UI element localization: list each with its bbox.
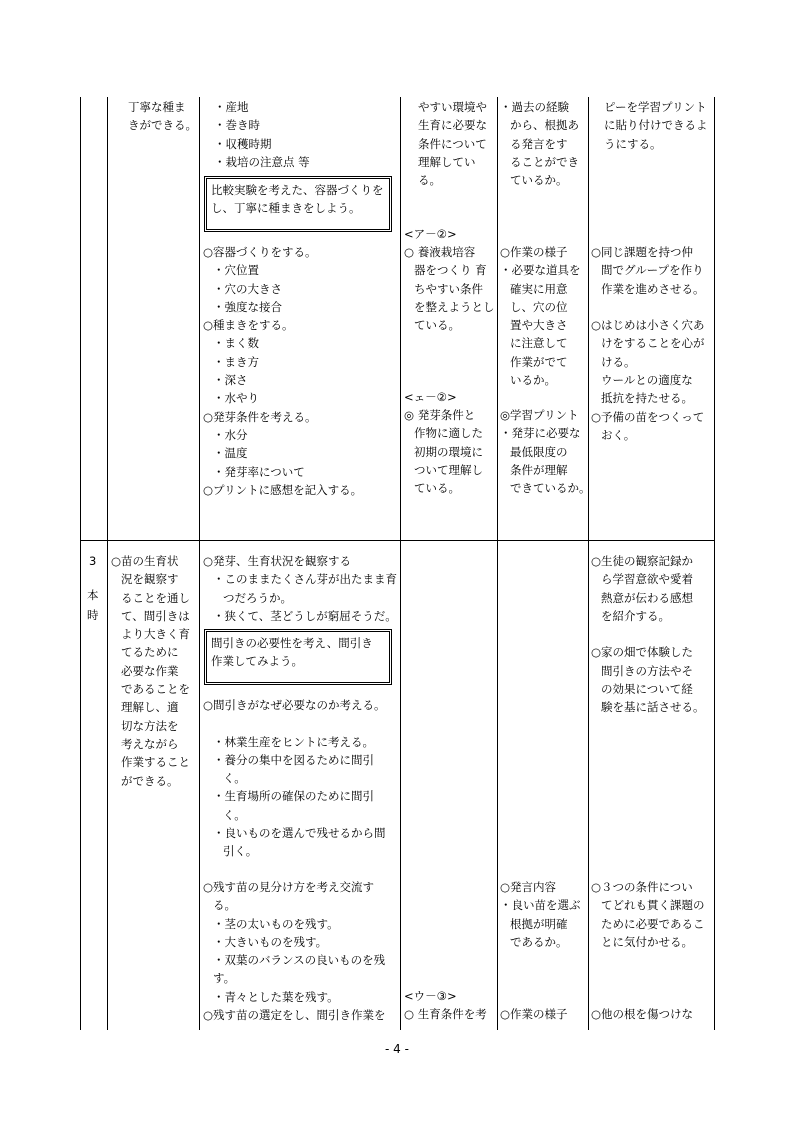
aim-line: きができる。 bbox=[128, 118, 197, 133]
aim-line: て、間引きは bbox=[121, 608, 190, 623]
activity-line: く。 bbox=[223, 771, 246, 786]
method-line: ・過去の経験 bbox=[500, 100, 569, 114]
method-line: し、穴の位 bbox=[510, 299, 568, 314]
support-line: ら学習意欲や愛着 bbox=[601, 572, 693, 587]
eval-line: ている。 bbox=[414, 318, 460, 333]
activity-line: ・収穫時期 bbox=[214, 136, 272, 151]
eval-line: ついて理解し bbox=[414, 462, 483, 477]
task-box-line: 間引きの必要性を考え、間引き bbox=[211, 636, 373, 650]
aim-line: 作業すること bbox=[121, 755, 190, 770]
method-line: ることができ bbox=[510, 154, 579, 169]
aim-line: であることを bbox=[121, 682, 190, 697]
aim-line: 況を観察す bbox=[121, 572, 179, 587]
period-number: 3 bbox=[89, 554, 97, 568]
aim-line: ○苗の生育状 bbox=[111, 554, 179, 568]
eval-line: ○ 養液栽培容 bbox=[404, 245, 476, 259]
support-line: 作業を進めさせる。 bbox=[601, 281, 705, 296]
activity-line: ○発芽、生育状況を観察する bbox=[203, 554, 352, 568]
period-label: 時 bbox=[87, 608, 99, 622]
row2-activity-mid bbox=[203, 243, 362, 499]
method-line: ○作業の様子 bbox=[500, 1007, 568, 1021]
method-line: ○発言内容 bbox=[500, 880, 557, 894]
activity-line: ・良いものを選んで残せるから間 bbox=[213, 826, 386, 841]
activity-line: ○残す苗の選定をし、間引き作業を bbox=[203, 1008, 386, 1023]
activity-line: く。 bbox=[223, 807, 246, 822]
activity-line: ・狭くて、茎どうしが窮屈そうだ。 bbox=[213, 608, 397, 623]
activity-line: ○プリントに感想を記入する。 bbox=[203, 482, 363, 497]
eval-tag: <ェ－②> bbox=[404, 390, 457, 404]
support-line: 間でグループを作り bbox=[601, 263, 704, 278]
support-line: を紹介する。 bbox=[601, 608, 670, 623]
aim-line: 理解し、適 bbox=[121, 700, 179, 715]
activity-line: ○残す苗の見分け方を考え交流す bbox=[203, 880, 375, 894]
activity-line: ○間引きがなぜ必要なのか考える。 bbox=[203, 698, 386, 712]
activity-line: つだろうか。 bbox=[223, 590, 292, 605]
aim-line: 必要な作業 bbox=[121, 663, 179, 678]
support-line: 験を基に話させる。 bbox=[601, 700, 705, 715]
activity-line: ・水分 bbox=[213, 427, 248, 442]
support-line: ピーを学習プリント bbox=[604, 100, 707, 114]
row2-eval-top bbox=[418, 98, 487, 189]
method-line: ているか。 bbox=[510, 173, 568, 188]
row2-method-top bbox=[500, 98, 579, 189]
row3-support-top bbox=[591, 552, 705, 717]
column-divider-4 bbox=[497, 97, 498, 1030]
method-line: ○作業の様子 bbox=[500, 245, 568, 259]
activity-line: る。 bbox=[213, 898, 236, 913]
aim-line: 考えながら bbox=[121, 736, 179, 751]
row3-support-mid bbox=[591, 878, 705, 951]
eval-line: ている。 bbox=[414, 481, 460, 496]
table-border-right bbox=[714, 97, 715, 1030]
support-line: てどれも貫く課題の bbox=[601, 898, 705, 913]
row2-method-mid bbox=[500, 243, 581, 389]
aim-line: 丁寧な種ま bbox=[128, 100, 186, 114]
activity-line: 引く。 bbox=[223, 844, 258, 859]
column-divider-3 bbox=[400, 97, 401, 1030]
row2-support-mid bbox=[591, 243, 705, 444]
activity-line: ・林業生産をヒントに考える。 bbox=[213, 734, 374, 749]
eval-line: ちやすい条件 bbox=[414, 281, 483, 296]
eval-line: 器をつくり 育 bbox=[414, 263, 487, 278]
method-line: 置や大きさ bbox=[510, 318, 568, 333]
activity-line bbox=[203, 714, 386, 732]
column-divider-2 bbox=[199, 97, 200, 1030]
method-line: ◎学習プリント bbox=[500, 408, 579, 422]
activity-line: ・穴の大きさ bbox=[213, 281, 282, 296]
eval-line: 作物に適した bbox=[414, 426, 483, 441]
column-divider-1 bbox=[107, 97, 108, 1030]
row2-aim bbox=[128, 98, 197, 135]
support-line: おく。 bbox=[601, 427, 636, 442]
support-line: ウールとの適度な bbox=[601, 373, 693, 388]
row3-method-mid bbox=[500, 878, 581, 951]
task-box-line: し、丁寧に種まきをしよう。 bbox=[211, 201, 361, 216]
activity-line: ・養分の集中を図るために間引 bbox=[213, 752, 374, 767]
row-divider bbox=[80, 540, 714, 541]
support-line: ○３つの条件につい bbox=[591, 880, 693, 894]
row2-support-top bbox=[604, 98, 708, 153]
activity-line: ○発芽条件を考える。 bbox=[203, 409, 317, 424]
support-line: 抵抗を持たせる。 bbox=[601, 391, 693, 406]
activity-line: ・生育場所の確保のために間引 bbox=[213, 789, 374, 804]
eval-line: やすい環境や bbox=[418, 100, 487, 114]
method-line: ・発芽に必要な bbox=[500, 426, 581, 441]
row2-activity-top bbox=[214, 98, 310, 171]
support-line bbox=[591, 298, 705, 316]
support-line: ○他の根を傷つけな bbox=[591, 1007, 694, 1021]
eval-tag: <ウ－③> bbox=[404, 989, 457, 1003]
eval-line: ○ 生育条件を考 bbox=[404, 1007, 487, 1021]
row2-method-bot bbox=[500, 406, 591, 497]
row3-activity-top bbox=[203, 552, 397, 625]
task-box-2 bbox=[204, 629, 392, 685]
activity-line: ・まく数 bbox=[213, 336, 259, 351]
method-line: 条件が理解 bbox=[510, 462, 568, 477]
method-line: 確実に用意 bbox=[510, 281, 568, 296]
support-line: ○家の畑で体験した bbox=[591, 645, 694, 660]
aim-line: ることを通し bbox=[121, 590, 190, 605]
activity-line: ・発芽率について bbox=[213, 464, 305, 479]
eval-line: 生育に必要な bbox=[418, 118, 487, 133]
support-line bbox=[591, 625, 705, 643]
activity-line: ・巻き時 bbox=[214, 118, 260, 133]
aim-line: 切な方法を bbox=[121, 718, 179, 733]
method-line: ・良い苗を選ぶ bbox=[500, 898, 581, 913]
column-divider-5 bbox=[588, 97, 589, 1030]
task-box-1 bbox=[204, 176, 392, 232]
method-line: いるか。 bbox=[510, 373, 556, 388]
activity-line: ・穴位置 bbox=[213, 263, 259, 278]
support-line: うにする。 bbox=[604, 136, 662, 151]
activity-line: ・栽培の注意点 等 bbox=[214, 154, 310, 169]
row3-activity-mid bbox=[203, 696, 386, 861]
activity-line: ・産地 bbox=[214, 100, 249, 114]
row2-eval-mid bbox=[404, 243, 495, 334]
support-line: けをすることを心が bbox=[601, 336, 705, 351]
row3-activity-bot bbox=[203, 878, 386, 1024]
support-line: ○はじめは小さく穴あ bbox=[591, 318, 705, 333]
method-line: 最低限度の bbox=[510, 444, 568, 459]
activity-line: ○種まきをする。 bbox=[203, 318, 294, 333]
table-border-left bbox=[80, 97, 81, 1030]
support-line: に貼り付けできるよ bbox=[604, 118, 708, 133]
activity-line: ・水やり bbox=[213, 391, 259, 406]
activity-line: ・強度な接合 bbox=[213, 299, 282, 314]
method-line: 作業がでて bbox=[510, 354, 568, 369]
support-line: ために必要であるこ bbox=[601, 916, 705, 931]
eval-line: 理解してい bbox=[418, 154, 476, 169]
activity-line: ・双葉のバランスの良いものを残 bbox=[213, 953, 386, 968]
aim-line: てるために bbox=[121, 645, 179, 660]
row2-eval-bot bbox=[404, 406, 483, 497]
support-line: ○生徒の観察記録か bbox=[591, 554, 694, 568]
activity-line: ・このままたくさん芽が出たまま育 bbox=[213, 572, 397, 587]
activity-line: ・深さ bbox=[213, 373, 248, 388]
aim-line: ができる。 bbox=[121, 773, 179, 788]
task-box-line: 比較実験を考えた、容器づくりを bbox=[211, 183, 384, 197]
support-line: の効果について経 bbox=[601, 682, 693, 697]
method-line: できているか。 bbox=[510, 481, 591, 496]
activity-line: ○容器づくりをする。 bbox=[203, 245, 317, 259]
period-label: 本 bbox=[87, 588, 99, 602]
activity-line: す。 bbox=[213, 971, 236, 986]
eval-line: ◎ 発芽条件と bbox=[404, 408, 476, 422]
support-line: 熱意が伝わる感想 bbox=[601, 590, 693, 605]
activity-line: ・茎の太いものを残す。 bbox=[213, 916, 339, 931]
method-line: であるか。 bbox=[510, 934, 568, 949]
activity-line: ・温度 bbox=[213, 446, 248, 461]
page-number: - 4 - bbox=[385, 1042, 409, 1056]
support-line: ○予備の苗をつくって bbox=[591, 409, 705, 424]
activity-line: ・青々とした葉を残す。 bbox=[213, 989, 339, 1004]
method-line: る発言をす bbox=[510, 136, 568, 151]
method-line: に注意して bbox=[510, 336, 568, 351]
support-line: 間引きの方法やそ bbox=[601, 663, 693, 678]
row3-aim bbox=[111, 552, 190, 790]
method-line: 根拠が明確 bbox=[510, 916, 568, 931]
support-line: ○同じ課題を持つ仲 bbox=[591, 245, 694, 259]
support-line: とに気付かせる。 bbox=[601, 934, 693, 949]
method-line: から、根拠あ bbox=[510, 118, 579, 133]
task-box-line: 作業してみよう。 bbox=[211, 654, 303, 669]
activity-line: ・まき方 bbox=[213, 354, 259, 369]
eval-line: 条件について bbox=[418, 136, 487, 151]
activity-line: ・大きいものを残す。 bbox=[213, 934, 328, 949]
eval-line: る。 bbox=[418, 173, 441, 188]
method-line: ・必要な道具を bbox=[500, 263, 581, 278]
eval-line: 初期の環境に bbox=[414, 444, 483, 459]
eval-tag: <ア－②> bbox=[404, 227, 457, 241]
eval-line: を整えようとし bbox=[414, 299, 495, 314]
aim-line: より大きく育 bbox=[121, 627, 190, 642]
support-line: ける。 bbox=[601, 354, 636, 369]
